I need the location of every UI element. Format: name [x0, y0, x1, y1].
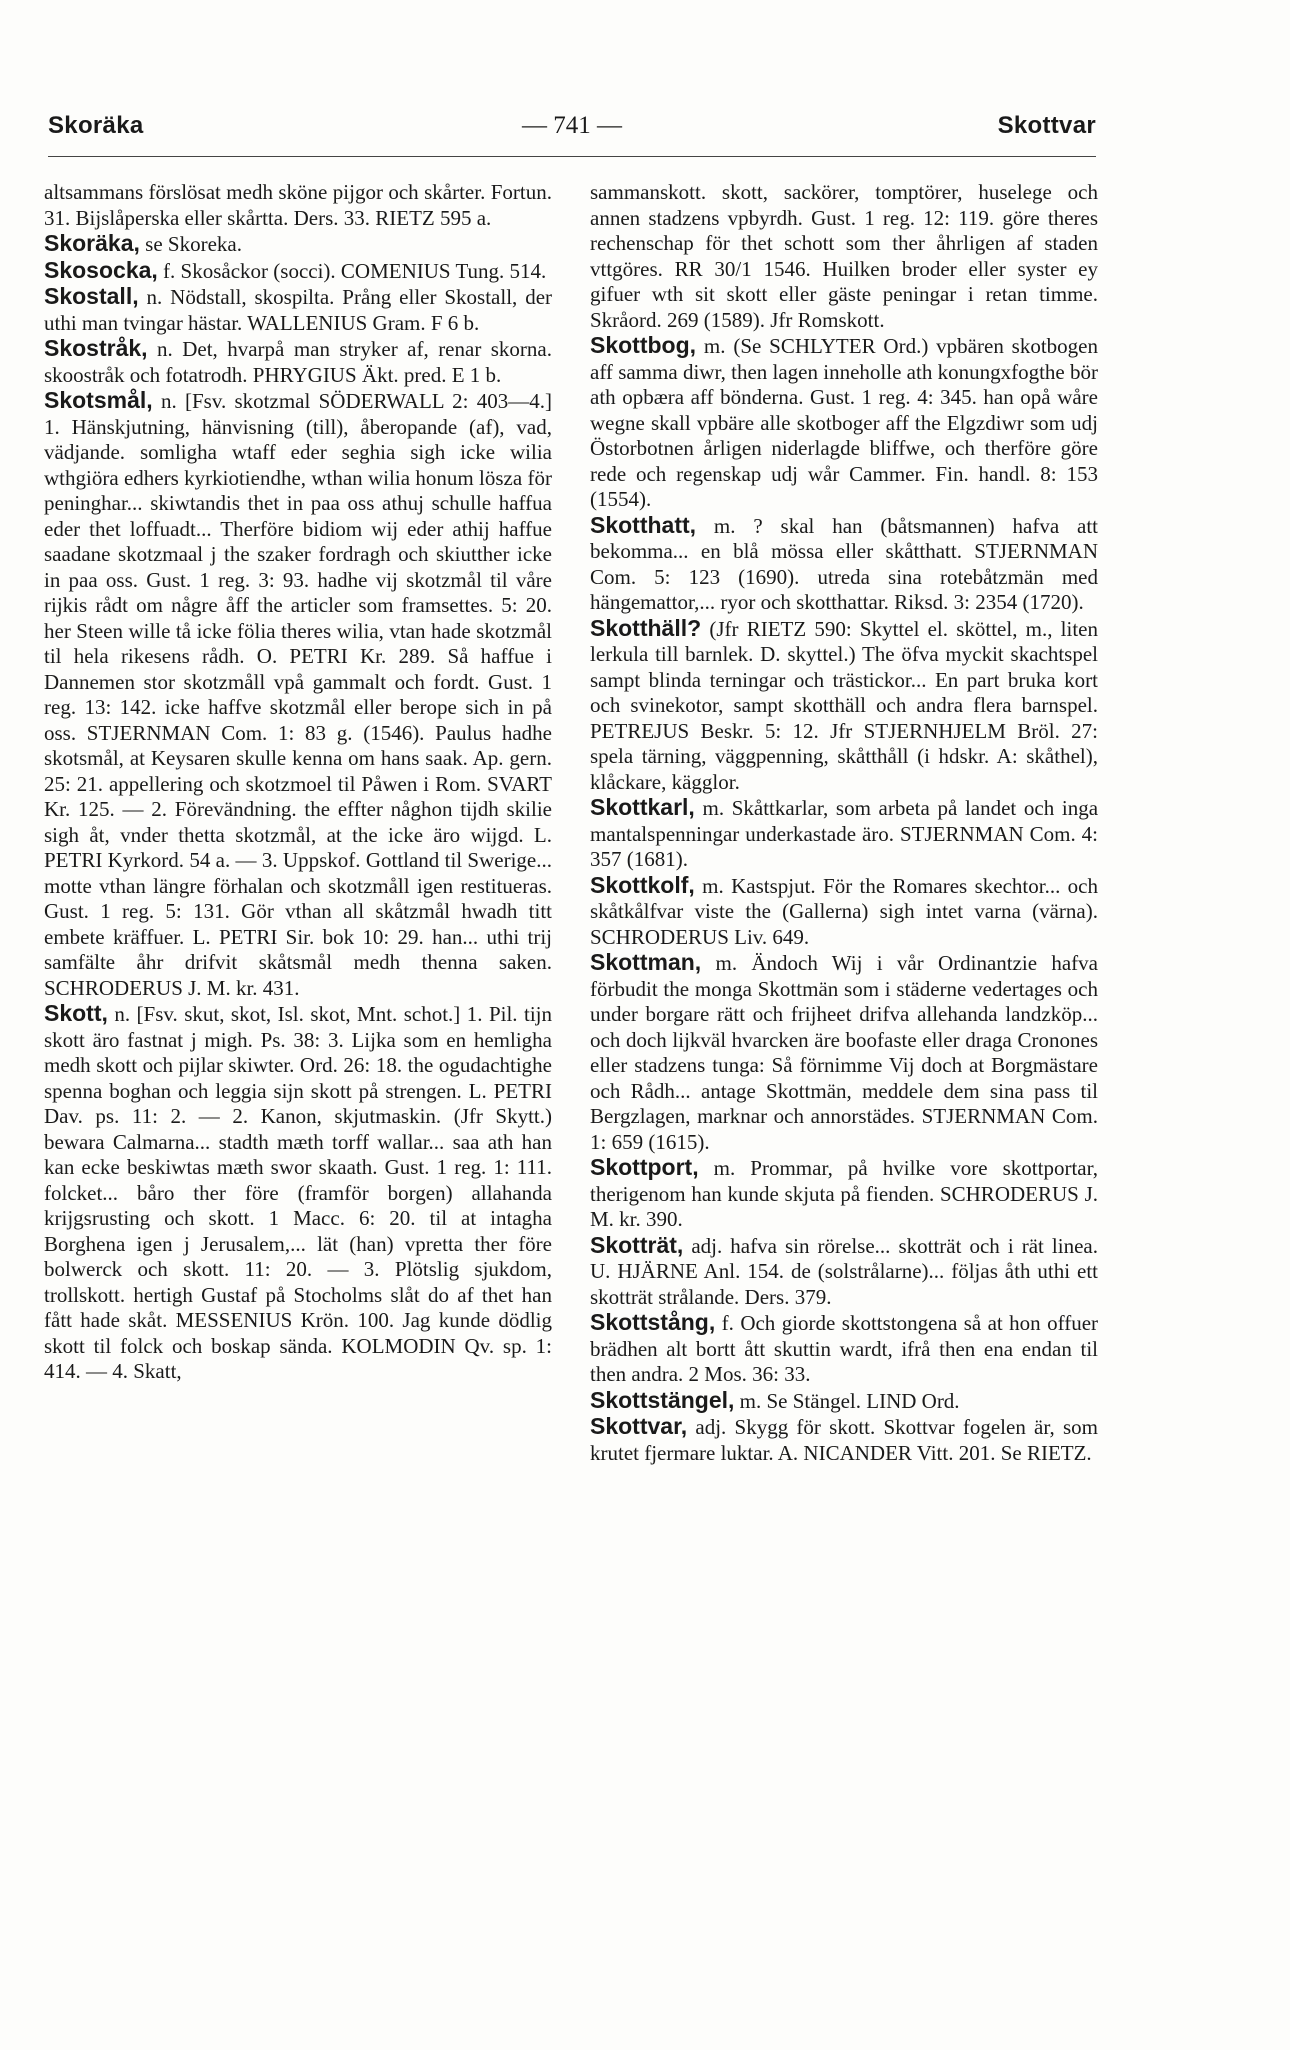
entry-text: altsammans förslösat medh sköne pijgor och skårter. Fortun. 31. Bijslåperska eller skårtta. Ders. 33. RIETZ 595 a. [44, 180, 552, 230]
entry-headword: Skotthatt, [590, 511, 697, 538]
entry-headword: Skottvar, [590, 1413, 688, 1439]
header-last-headword: Skottvar [997, 112, 1096, 139]
dictionary-entry [590, 1155, 1098, 1233]
entry-text: adj. Skygg för skott. Skottvar fogelen är, som krutet fjermare luktar. A. NICANDER Vitt. 201. Se RIETZ. [590, 1415, 1098, 1465]
page-number: — 741 — [522, 112, 622, 139]
entry-text: sammanskott. skott, sackörer, tomptörer, huselege och annen stadzens vpbyrdh. Gust. 1 reg. 12: 119. göre theres rechenschap för thet schott som ther åhrligen af staden vttgöres. RR 30/1 1546. Huilken broder eller syster ey gifuer wth sit skott eller gäste peningar i retan timme. Skråord. 269 (1589). Jfr Romskott. [590, 180, 1098, 332]
entry-text: n. Det, hvarpå man stryker af, renar skorna. skoostråk och fotatrodh. PHRYGIUS Äkt. pred. E 1 b. [44, 337, 552, 387]
entry-headword: Skottport, [590, 1154, 699, 1180]
entry-text: n. [Fsv. skotzmal SÖDERWALL 2: 403—4.] 1. Hänskjutning, hänvisning (till), åberopande (af), vad, vädjande. somligha wtaff eder seghia sigh icke wilia wthgiöra edhers kyrkiotiendhe, wthan wilia honum lösza för peninghar... skiwtandis thet in paa oss athuj schulle haffua eder thet loffuadt... Therföre bidiom wij eder athij haffue saadane skotzmaal j the szaker fordragh och skiutther icke in paa oss. Gust. 1 reg. 3: 93. hadhe vij skotzmål til våre rijkis rådt om någre åff the articler som framsettes. 5: 20. her Steen wille tå icke fölia theres wilia, vtan hade skotzmål til hela rikesens rådh. O. PETRI Kr. 289. Så haffue i Dannemen stor skotzmåll vpå gammalt och fordt. Gust. 1 reg. 13: 142. icke haffve skotzmål eller berope sich in på oss. STJERNMAN Com. 1: 83 g. (1546). Paulus hadhe skotsmål, at Keysaren skulle kenna om hans saak. Ap. gern. 25: 21. appellering och skotzmoel til Påwen i Rom. SVART Kr. 125. — 2. Förevändning. the effter någhon tijdh skilie sigh åt, vnder thetta skotzmål, at the icke äro wijgd. L. PETRI Kyrkord. 54 a. — 3. Uppskof. Gottland til Swerige... motte vthan längre förhalan och skotzmåll igen restitueras. Gust. 1 reg. 5: 131. Gör vthan all skåtzmål hwadh titt embete kräffuer. L. PETRI Sir. bok 10: 29. han... uthi trij samfälte åhr drifvit skåtsmål medh thenna saken. SCHRODERUS J. M. kr. 431. [44, 389, 552, 1000]
left-column [44, 180, 552, 1385]
entry-text: m. Kastspjut. För the Romares skechtor... och skåtkålfvar viste the (Gallerna) sigh intet varna (värna). SCHRODERUS Liv. 649. [590, 873, 1098, 949]
entry-continuation [44, 180, 552, 231]
page-header [48, 112, 1096, 152]
dictionary-entry [44, 1001, 552, 1385]
dictionary-entry [590, 950, 1098, 1155]
header-first-headword: Skoräka [48, 112, 144, 139]
entry-headword: Skotthäll? [590, 614, 702, 641]
entry-headword: Skottkolf, [590, 871, 695, 898]
header-rule [48, 156, 1096, 157]
entry-text: m. Ändoch Wij i vår Ordinantzie hafva förbudit the monga Skottmän som i städerne vedertages och under borgare rätt och frijheet drifva allehanda landzköp... och doch lijkväl hvarcken äre boofaste eller draga Cronones eller stadzens tunga: Så förnimme Vij doch at Borgmästare och Rådh... antage Skottmän, meddele dem sina pass til Bergzlagen, marknar och annorstädes. STJERNMAN Com. 1: 659 (1615). [590, 951, 1099, 1154]
entry-text: m. Prommar, på hvilke vore skottportar, therigenom han kunde skjuta på fienden. SCHRODERUS J. M. kr. 390. [590, 1156, 1099, 1231]
dictionary-entry [590, 1310, 1098, 1388]
dictionary-entry [590, 1233, 1098, 1311]
dictionary-entry [590, 513, 1098, 616]
entry-text: m. Skåttkarlar, som arbeta på landet och inga mantalspenningar underkastade äro. STJERNMAN Com. 4: 357 (1681). [590, 796, 1099, 871]
entry-headword: Skoräka, [44, 230, 140, 256]
entry-headword: Skottstång, [590, 1309, 716, 1335]
dictionary-entry [590, 1414, 1098, 1466]
entry-continuation [590, 180, 1098, 333]
entry-text: adj. hafva sin rörelse... skotträt och i rät linea. U. HJÄRNE Anl. 154. de (solstrålarne)... följas åth uthi ett skotträt strålande. Ders. 379. [590, 1233, 1098, 1309]
entry-text: se Skoreka. [145, 232, 242, 256]
entry-headword: Skottstängel, [590, 1386, 735, 1413]
dictionary-entry [44, 388, 552, 1001]
entry-text: n. [Fsv. skut, skot, Isl. skot, Mnt. schot.] 1. Pil. tijn skott äro fastnat j migh. Ps. 38: 3. Lijka som en hemligha medh skott och pijlar skiwter. Ord. 26: 18. the ogudachtighe spenna boghan och leggia sijn skott på strengen. L. PETRI Dav. ps. 11: 2. — 2. Kanon, skjutmaskin. (Jfr Skytt.) bewara Calmarna... stadth mæth torff wallar... saa ath han kan ecke beskiwtas mæth swor skaath. Gust. 1 reg. 1: 111. folcket... båro ther före (framför borgen) allahanda krijgsrusting och skott. 1 Macc. 6: 20. til at intagha Borghena igen j Jerusalem,... lät (han) vpretta ther före bolwerck och skott. 11: 20. — 3. Plötslig sjukdom, trollskott. hertigh Gustaf på Stocholms slåt do af thet han fått hade skåt. MESSENIUS Krön. 100. Jag kunde dödlig skott til folck och boskap sända. KOLMODIN Qv. sp. 1: 414. — 4. Skatt, [44, 1002, 552, 1383]
entry-text: (Jfr RIETZ 590: Skyttel el. sköttel, m., liten lerkula till barnlek. D. skyttel.) The öfva myckit skachtspel sampt blinda terningar och trästickor... En part bruka kort och svinekotor, sampt skotthäll och andra flera barnspel. PETREJUS Beskr. 5: 12. Jfr STJERNHJELM Bröl. 27: spela tärning, väggpenning, skåtthåll (i hdskr. A: skåthel), klåckare, kägglor. [590, 616, 1098, 794]
dictionary-entry [44, 231, 552, 258]
entry-headword: Skott, [44, 1000, 108, 1026]
entry-headword: Skotsmål, [44, 387, 153, 413]
entry-headword: Skotträt, [590, 1231, 684, 1258]
entry-text: m. Se Stängel. LIND Ord. [739, 1388, 960, 1413]
entry-headword: Skostråk, [44, 335, 148, 361]
entry-text: m. (Se SCHLYTER Ord.) vpbären skotbogen aff samma diwr, then lagen inneholle ath konungxfogthe bör ath opbæra aff bönderna. Gust. 1 reg. 4: 345. han opå wåre wegne skall vpbäre alle skotboger aff the Elgzdiwr som udj Östorbotnen årligen niderlagde bliffwe, och therföre göre rede och regenskap udj wår Cammer. Fin. handl. 8: 153 (1554). [590, 334, 1098, 511]
entry-headword: Skosocka, [44, 256, 158, 283]
entry-text: n. Nödstall, skospilta. Prång eller Skostall, der uthi man tvingar hästar. WALLENIUS Gram. F 6 b. [44, 285, 553, 335]
entry-text: f. Skosåckor (socci). COMENIUS Tung. 514. [163, 258, 547, 283]
entry-headword: Skottman, [590, 949, 702, 975]
entry-text: m. ? skal han (båtsmannen) hafva att bekomma... en blå mössa eller skåtthatt. STJERNMAN Com. 5: 123 (1690). utreda sina rotebåtzmän med hängemattor,... ryor och skotthattar. Riksd. 3: 2354 (1720). [590, 513, 1099, 614]
dictionary-entry [44, 284, 552, 336]
dictionary-entry [44, 258, 552, 285]
entry-headword: Skostall, [44, 283, 139, 309]
dictionary-entry [590, 333, 1098, 513]
entry-text: f. Och giorde skottstongena så at hon offuer brädhen alt bortt ått skuttin wardt, ifrå then ena endan til then andra. 2 Mos. 36: 33. [590, 1311, 1099, 1386]
dictionary-entry [590, 1388, 1098, 1415]
dictionary-entry [590, 616, 1098, 796]
dictionary-entry [590, 795, 1098, 873]
dictionary-entry [590, 873, 1098, 951]
entry-headword: Skottkarl, [590, 794, 695, 820]
right-column [590, 180, 1098, 1466]
dictionary-entry [44, 336, 552, 388]
entry-headword: Skottbog, [590, 332, 697, 358]
